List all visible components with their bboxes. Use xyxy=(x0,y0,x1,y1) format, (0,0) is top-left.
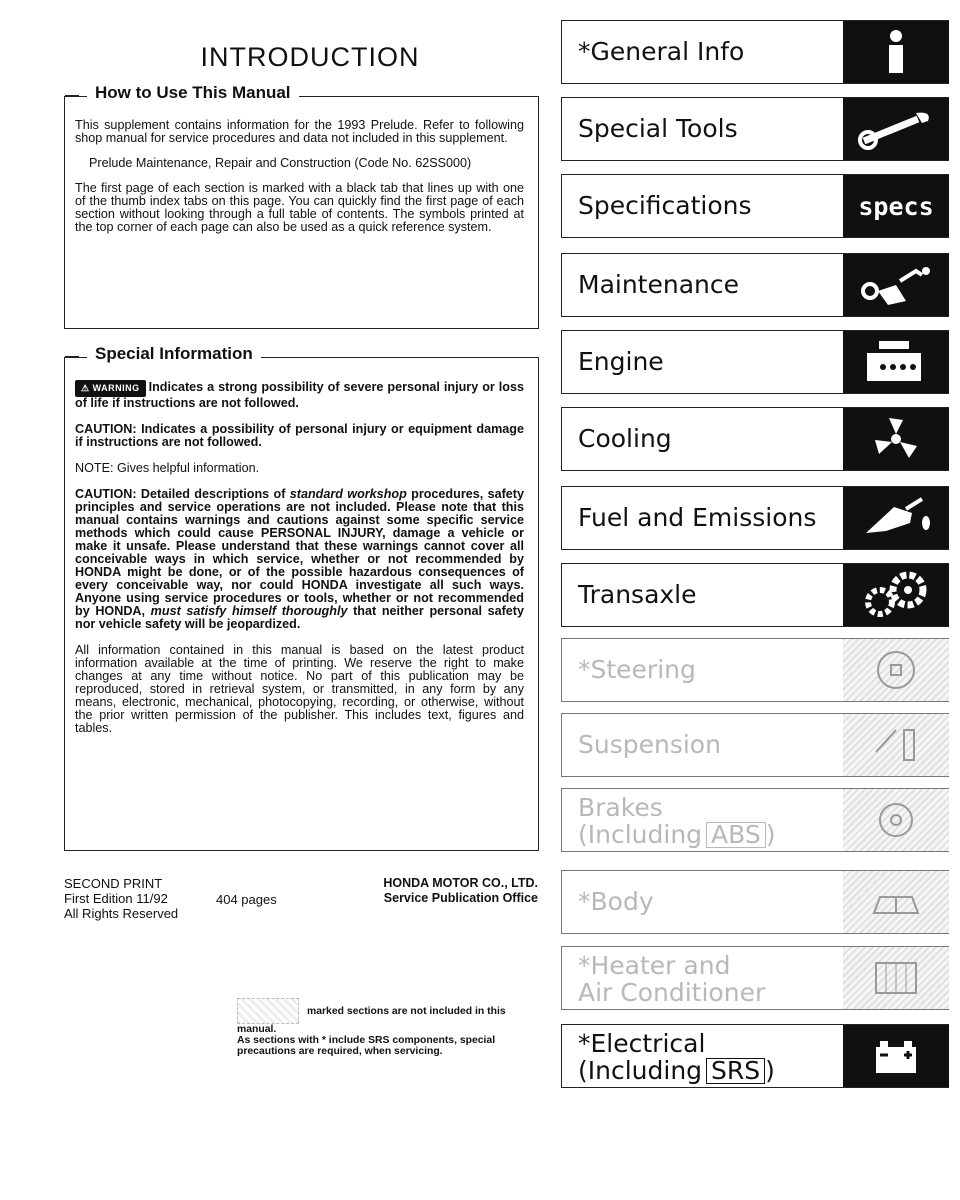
tab-steering[interactable] xyxy=(561,638,949,702)
tab-label: *General Info xyxy=(578,37,745,66)
tab-body[interactable] xyxy=(561,870,949,934)
page-title: INTRODUCTION xyxy=(200,42,420,72)
tab-label xyxy=(578,1030,775,1092)
tab-label-line1: Brakes xyxy=(578,793,663,822)
publisher-info xyxy=(330,876,538,906)
caution-detail-c: that neither personal safety nor vehicle safety will be jeopardized. xyxy=(75,604,524,631)
special-information-section xyxy=(64,344,539,851)
tab-label-line2: Air Conditioner xyxy=(578,978,766,1007)
engine-icon xyxy=(843,331,949,393)
gears-icon xyxy=(843,564,949,626)
tab-label: *Steering xyxy=(578,655,696,684)
legend-note xyxy=(237,998,539,1057)
faded-tab-sample-icon xyxy=(237,998,299,1024)
tab-label-end: ) xyxy=(765,820,776,849)
page-count: 404 pages xyxy=(216,892,277,907)
fan-icon xyxy=(843,408,949,470)
tab-engine[interactable] xyxy=(561,330,949,394)
shock-absorber-icon xyxy=(843,714,949,776)
note-paragraph: NOTE: Gives helpful information. xyxy=(75,461,260,475)
tab-label: Special Tools xyxy=(578,114,738,143)
caution-detail-paragraph xyxy=(75,488,524,631)
tab-general-info[interactable] xyxy=(561,20,949,84)
tab-label xyxy=(578,794,776,856)
rights-label: All Rights Reserved xyxy=(64,906,179,921)
tab-label-line2 xyxy=(578,821,776,848)
tab-label-including: (Including xyxy=(578,820,703,849)
warning-paragraph xyxy=(75,380,524,410)
tab-label: Cooling xyxy=(578,424,672,453)
how-to-use-heading: How to Use This Manual xyxy=(87,83,299,103)
tab-transaxle[interactable] xyxy=(561,563,949,627)
tab-label: Maintenance xyxy=(578,270,739,299)
tab-label: Engine xyxy=(578,347,664,376)
legend-line1: marked sections are not included in this manual. xyxy=(237,1005,506,1035)
srs-box: SRS xyxy=(706,1058,765,1084)
caution-detail-b: procedures, safety principles and service operations are not included. Please note that this manual contains warnings and cautions against some specific service methods which could cause PERSONAL INJURY, damage a vehicle or make it unsafe. Please understand that these warnings cannot cover all conceivable ways in which service, whether or not recommended by HONDA might be done, or of the possible hazardous consequences of every conceivable way, nor could HONDA investigate all such ways. Anyone using service procedures or tools, whether or not recommended by HONDA, xyxy=(75,487,524,618)
specs-icon-text: specs xyxy=(858,191,934,221)
caution-paragraph: CAUTION: Indicates a possibility of personal injury or equipment damage if instructions are not followed. xyxy=(75,422,524,449)
tab-label-line1: *Heater and xyxy=(578,951,731,980)
specs-icon xyxy=(843,175,949,237)
info-icon xyxy=(843,21,949,83)
tab-label: Transaxle xyxy=(578,580,697,609)
how-to-use-p2: Prelude Maintenance, Repair and Construction (Code No. 62SS000) xyxy=(89,156,472,170)
steering-wheel-icon xyxy=(843,639,949,701)
tab-label xyxy=(578,952,765,1014)
print-label: SECOND PRINT xyxy=(64,876,163,891)
office-name: Service Publication Office xyxy=(383,891,538,905)
tab-maintenance[interactable] xyxy=(561,253,949,317)
tab-specifications[interactable] xyxy=(561,174,949,238)
tab-special-tools[interactable] xyxy=(561,97,949,161)
tab-fuel-emissions[interactable] xyxy=(561,486,949,550)
how-to-use-p1: This supplement contains information for the 1993 Prelude. Refer to following shop manual for service procedures and data not included in this supplement. xyxy=(75,118,524,145)
caution-detail-italic1: standard workshop xyxy=(289,487,407,501)
special-information-heading: Special Information xyxy=(87,344,261,364)
wrench-icon xyxy=(843,98,949,160)
abs-box: ABS xyxy=(706,822,766,848)
tab-suspension[interactable] xyxy=(561,713,949,777)
battery-icon xyxy=(843,1025,949,1087)
legend-line2: As sections with * include SRS components, special precautions are required, when servicing. xyxy=(237,1035,496,1057)
tab-label-line1: *Electrical xyxy=(578,1029,706,1058)
oil-can-icon xyxy=(843,254,949,316)
tab-electrical[interactable] xyxy=(561,1024,949,1088)
tab-label-end: ) xyxy=(765,1056,775,1085)
print-info xyxy=(64,876,178,921)
caution-detail-a: CAUTION: Detailed descriptions of xyxy=(75,487,290,501)
tab-label: Specifications xyxy=(578,191,752,220)
rights-paragraph: All information contained in this manual is based on the latest product information available at the time of printing. We reserve the right to make changes at any time without notice. No part of this publication may be reproduced, stored in retrieval system, or transmitted, in any form by any means, electronic, mechanical, photocopying, recording, or otherwise, without the prior written permission of the publisher. This includes text, figures and tables. xyxy=(75,643,524,735)
company-name: HONDA MOTOR CO., LTD. xyxy=(383,876,538,890)
edition-label: First Edition 11/92 xyxy=(64,891,168,906)
caution-detail-italic2: must satisfy himself thoroughly xyxy=(150,604,348,618)
how-to-use-p3: The first page of each section is marked with a black tab that lines up with one of the thumb index tabs on this page. You can quickly find the first page of each section without looking through a full table of contents. The symbols printed at the top corner of each page can also be used as a quick reference system. xyxy=(75,181,524,234)
tab-label-line2 xyxy=(578,1057,775,1084)
tab-label: Suspension xyxy=(578,730,721,759)
tab-heater-ac[interactable] xyxy=(561,946,949,1010)
ac-icon xyxy=(843,947,949,1009)
brake-icon xyxy=(843,789,949,851)
tab-label: Fuel and Emissions xyxy=(578,503,817,532)
warning-badge: ⚠ WARNING xyxy=(75,380,146,397)
warning-text: Indicates a strong possibility of severe personal injury or loss of life if instructions are not followed. xyxy=(75,380,524,410)
tab-brakes[interactable] xyxy=(561,788,949,852)
fuel-nozzle-icon xyxy=(843,487,949,549)
tab-label-including: (Including xyxy=(578,1056,703,1085)
tab-label: *Body xyxy=(578,887,654,916)
car-body-icon xyxy=(843,871,949,933)
tab-cooling[interactable] xyxy=(561,407,949,471)
how-to-use-section xyxy=(64,83,539,329)
